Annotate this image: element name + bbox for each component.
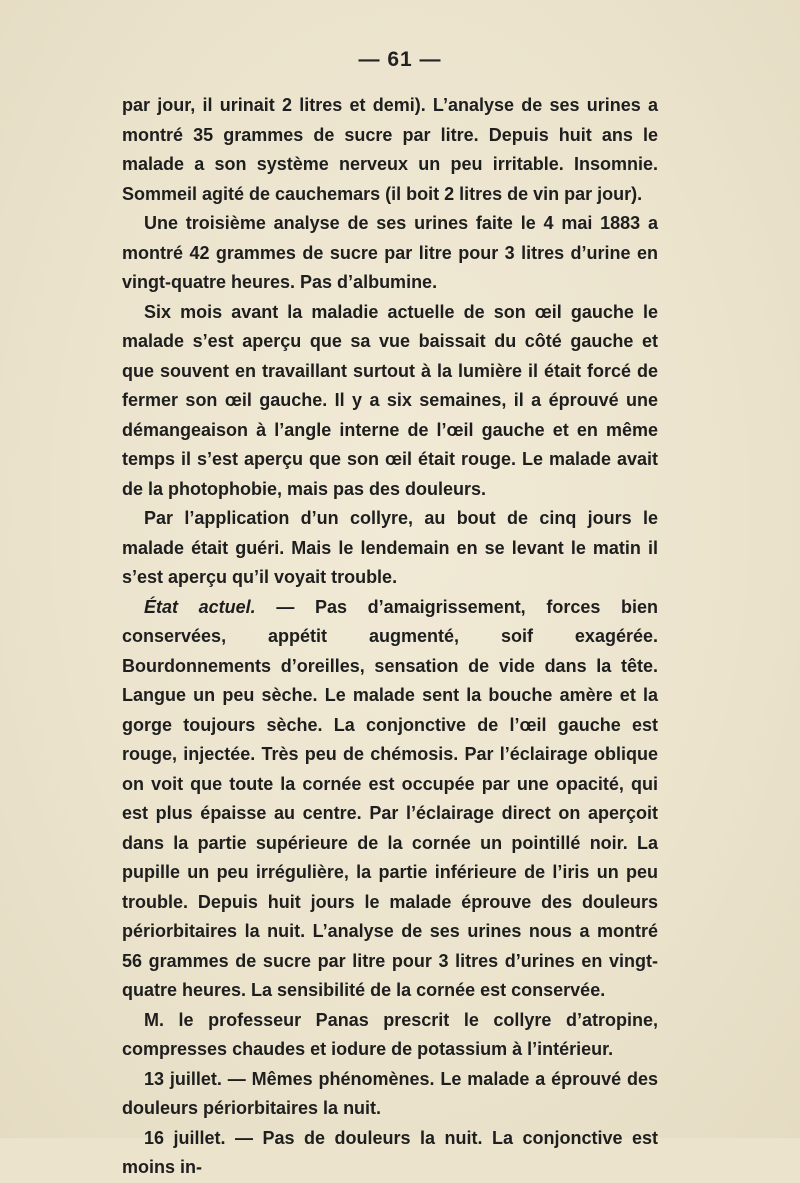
paragraph-2: Une troisième analyse de ses urines faite le 4 mai 1883 a montré 42 grammes de sucre par litre pour 3 litres d’urine en vingt-quatre heures. Pas d’albumine. bbox=[122, 213, 658, 292]
paragraph-3: Six mois avant la maladie actuelle de son œil gauche le malade s’est aperçu que sa vue baissait du côté gauche et que souvent en travaillant surtout à la lumière il était forcé de fermer son œil gauche. Il y a six semaines, il a éprouvé une démangeaison à l’angle interne de l’œil gauche et en même temps il s’est aperçu que son œil était rouge. Le malade avait de la photophobie, mais pas des douleurs. bbox=[122, 301, 658, 499]
paragraph-4: Par l’application d’un collyre, au bout de cinq jours le malade était guéri. Mais le lendemain en se levant le matin il s’est aperçu qu’il voyait trouble. bbox=[122, 508, 658, 587]
paragraph-1: par jour, il urinait 2 litres et demi). L’analyse de ses urines a montré 35 grammes de sucre par litre. Depuis huit ans le malade a son système nerveux un peu irritable. Insomnie. Sommeil agité de cauchemars (il boit 2 litres de vin par jour). bbox=[122, 95, 658, 204]
page-number: — 61 — bbox=[358, 48, 442, 71]
paragraph-5-text: — Pas d’amaigrissement, forces bien conservées, appétit augmenté, soif exagérée. Bourdonnements d’oreilles, sensation de vide dans la tête. Langue un peu sèche. Le malade sent la bouche amère et la gorge toujours sèche. La conjonctive de l’œil gauche est rouge, injectée. Très peu de chémosis. Par l’éclairage oblique on voit que toute la cornée est occupée par une opacité, qui est plus épaisse au centre. Par l’éclairage direct on aperçoit dans la partie supérieure de la cornée un pointillé noir. La pupille un peu irrégulière, la partie inférieure de l’iris un peu trouble. Depuis huit jours le malade éprouve des douleurs périorbitaires la nuit. L’analyse de ses urines nous a montré 56 grammes de sucre par litre pour 3 litres d’urines en vingt-quatre heures. La sensibilité de la cornée est conservée. bbox=[122, 596, 658, 1000]
body-text bbox=[122, 91, 658, 1183]
paragraph-7: 13 juillet. — Mêmes phénomènes. Le malade a éprouvé des douleurs périorbitaires la nuit. bbox=[122, 1068, 658, 1118]
paragraph-5 bbox=[122, 593, 658, 1006]
paragraph-6: M. le professeur Panas prescrit le collyre d’atropine, compresses chaudes et iodure de potassium à l’intérieur. bbox=[122, 1009, 658, 1059]
paragraph-8: 16 juillet. — Pas de douleurs la nuit. La conjonctive est moins in- bbox=[122, 1127, 658, 1177]
section-heading: État actuel. bbox=[144, 596, 256, 617]
